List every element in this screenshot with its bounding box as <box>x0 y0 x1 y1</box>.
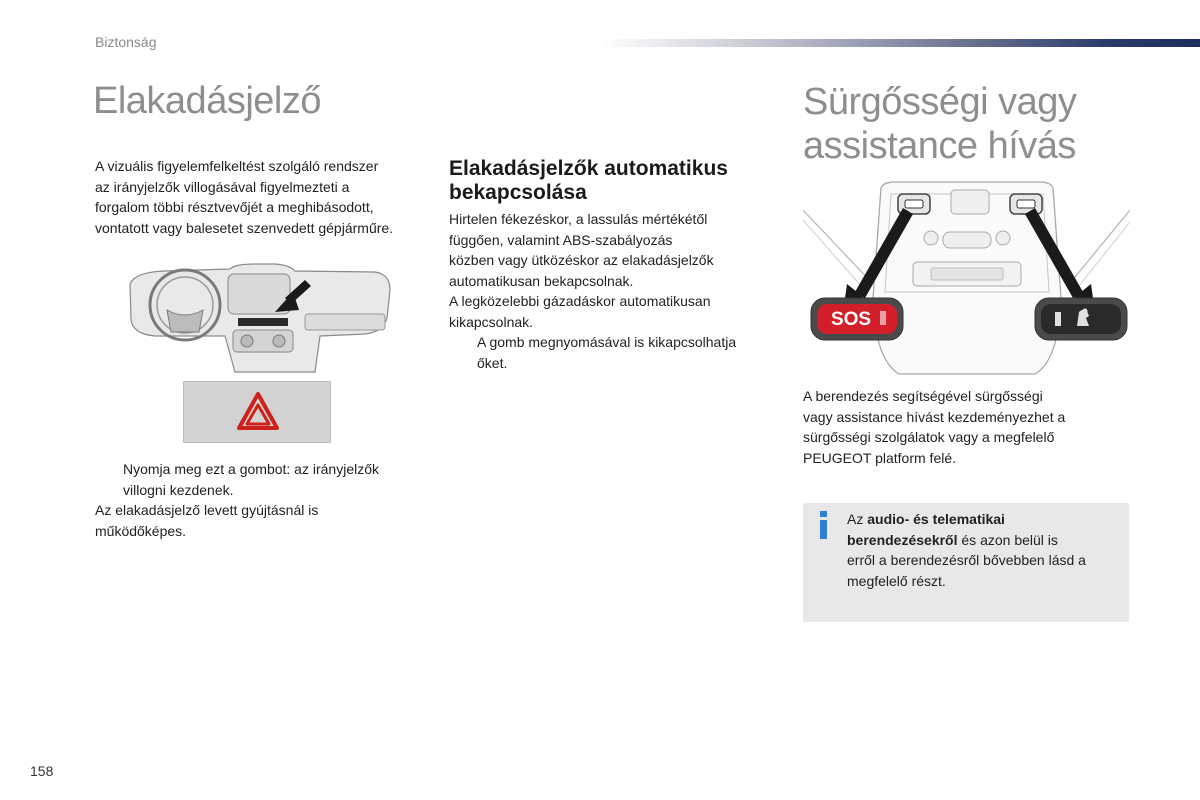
heading-line: Elakadásjelzők automatikus <box>449 157 728 180</box>
left-instructions <box>95 459 379 541</box>
info-line: megfelelő részt. <box>847 572 946 589</box>
body-line: sürgősségi szolgálatok vagy a megfelelő <box>803 429 1055 445</box>
hazard-button-image <box>183 381 331 443</box>
body-line: közben vagy ütközéskor az elakadásjelzők <box>449 252 714 268</box>
bullet-line: A gomb megnyomásával is kikapcsolhatja <box>477 334 737 350</box>
emergency-call-title <box>803 80 1076 168</box>
body-line: A berendezés segítségével sürgősségi <box>803 388 1043 404</box>
section-heading <box>449 157 728 205</box>
bullet-item <box>95 459 379 500</box>
info-bold-text: audio- és telematikai <box>867 511 1005 527</box>
body-line: kikapcsolnak. <box>449 313 534 330</box>
intro-line: vontatott vagy balesetet szenvedett gépjárműre. <box>95 219 394 236</box>
title-line: assistance hívás <box>803 125 1076 167</box>
page-title: Elakadásjelző <box>93 80 321 122</box>
dashboard-illustration <box>125 262 395 374</box>
info-text <box>847 509 1086 591</box>
section-label: Biztonság <box>95 34 157 50</box>
info-text-part: és azon belül is <box>957 531 1058 548</box>
info-text-part: Az <box>847 511 868 527</box>
note-line: működőképes. <box>95 522 187 539</box>
body-line: automatikusan bekapcsolnak. <box>449 272 634 289</box>
note-line: Az elakadásjelző levett gyújtásnál is <box>95 502 319 518</box>
intro-paragraph <box>95 156 393 238</box>
body-line: PEUGEOT platform felé. <box>803 449 957 466</box>
info-line: erről a berendezésről bővebben lásd a <box>847 552 1086 568</box>
bullet-line: Nyomja meg ezt a gombot: az irányjelzők <box>123 461 379 477</box>
heading-line: bekapcsolása <box>449 181 587 204</box>
intro-line: az irányjelzők villogásával figyelmezteti a <box>95 178 350 195</box>
info-bold-text: berendezésekről <box>847 531 958 548</box>
bullet-line: villogni kezdenek. <box>123 481 234 498</box>
intro-line: forgalom többi résztvevőjét a meghibásodott, <box>95 199 374 215</box>
sos-button-label: SOS <box>830 309 872 330</box>
info-icon <box>817 509 831 537</box>
body-line: A legközelebbi gázadáskor automatikusan <box>449 293 711 309</box>
bullet-item <box>449 332 736 373</box>
overhead-console-illustration <box>803 180 1130 376</box>
middle-paragraph <box>449 209 736 373</box>
intro-line: A vizuális figyelemfelkeltést szolgáló rendszer <box>95 158 379 174</box>
body-line: vagy assistance hívást kezdeményezhet a <box>803 408 1066 425</box>
page-number: 158 <box>30 763 54 779</box>
title-line: Sürgősségi vagy <box>803 81 1077 123</box>
body-line: Hirtelen fékezéskor, a lassulás mértékétől <box>449 211 708 227</box>
header-bar <box>600 39 1200 47</box>
right-paragraph <box>803 386 1065 468</box>
bullet-line: őket. <box>477 354 508 371</box>
hazard-triangle-icon <box>184 382 332 444</box>
info-box <box>803 503 1129 622</box>
body-line: függően, valamint ABS-szabályozás <box>449 231 673 248</box>
